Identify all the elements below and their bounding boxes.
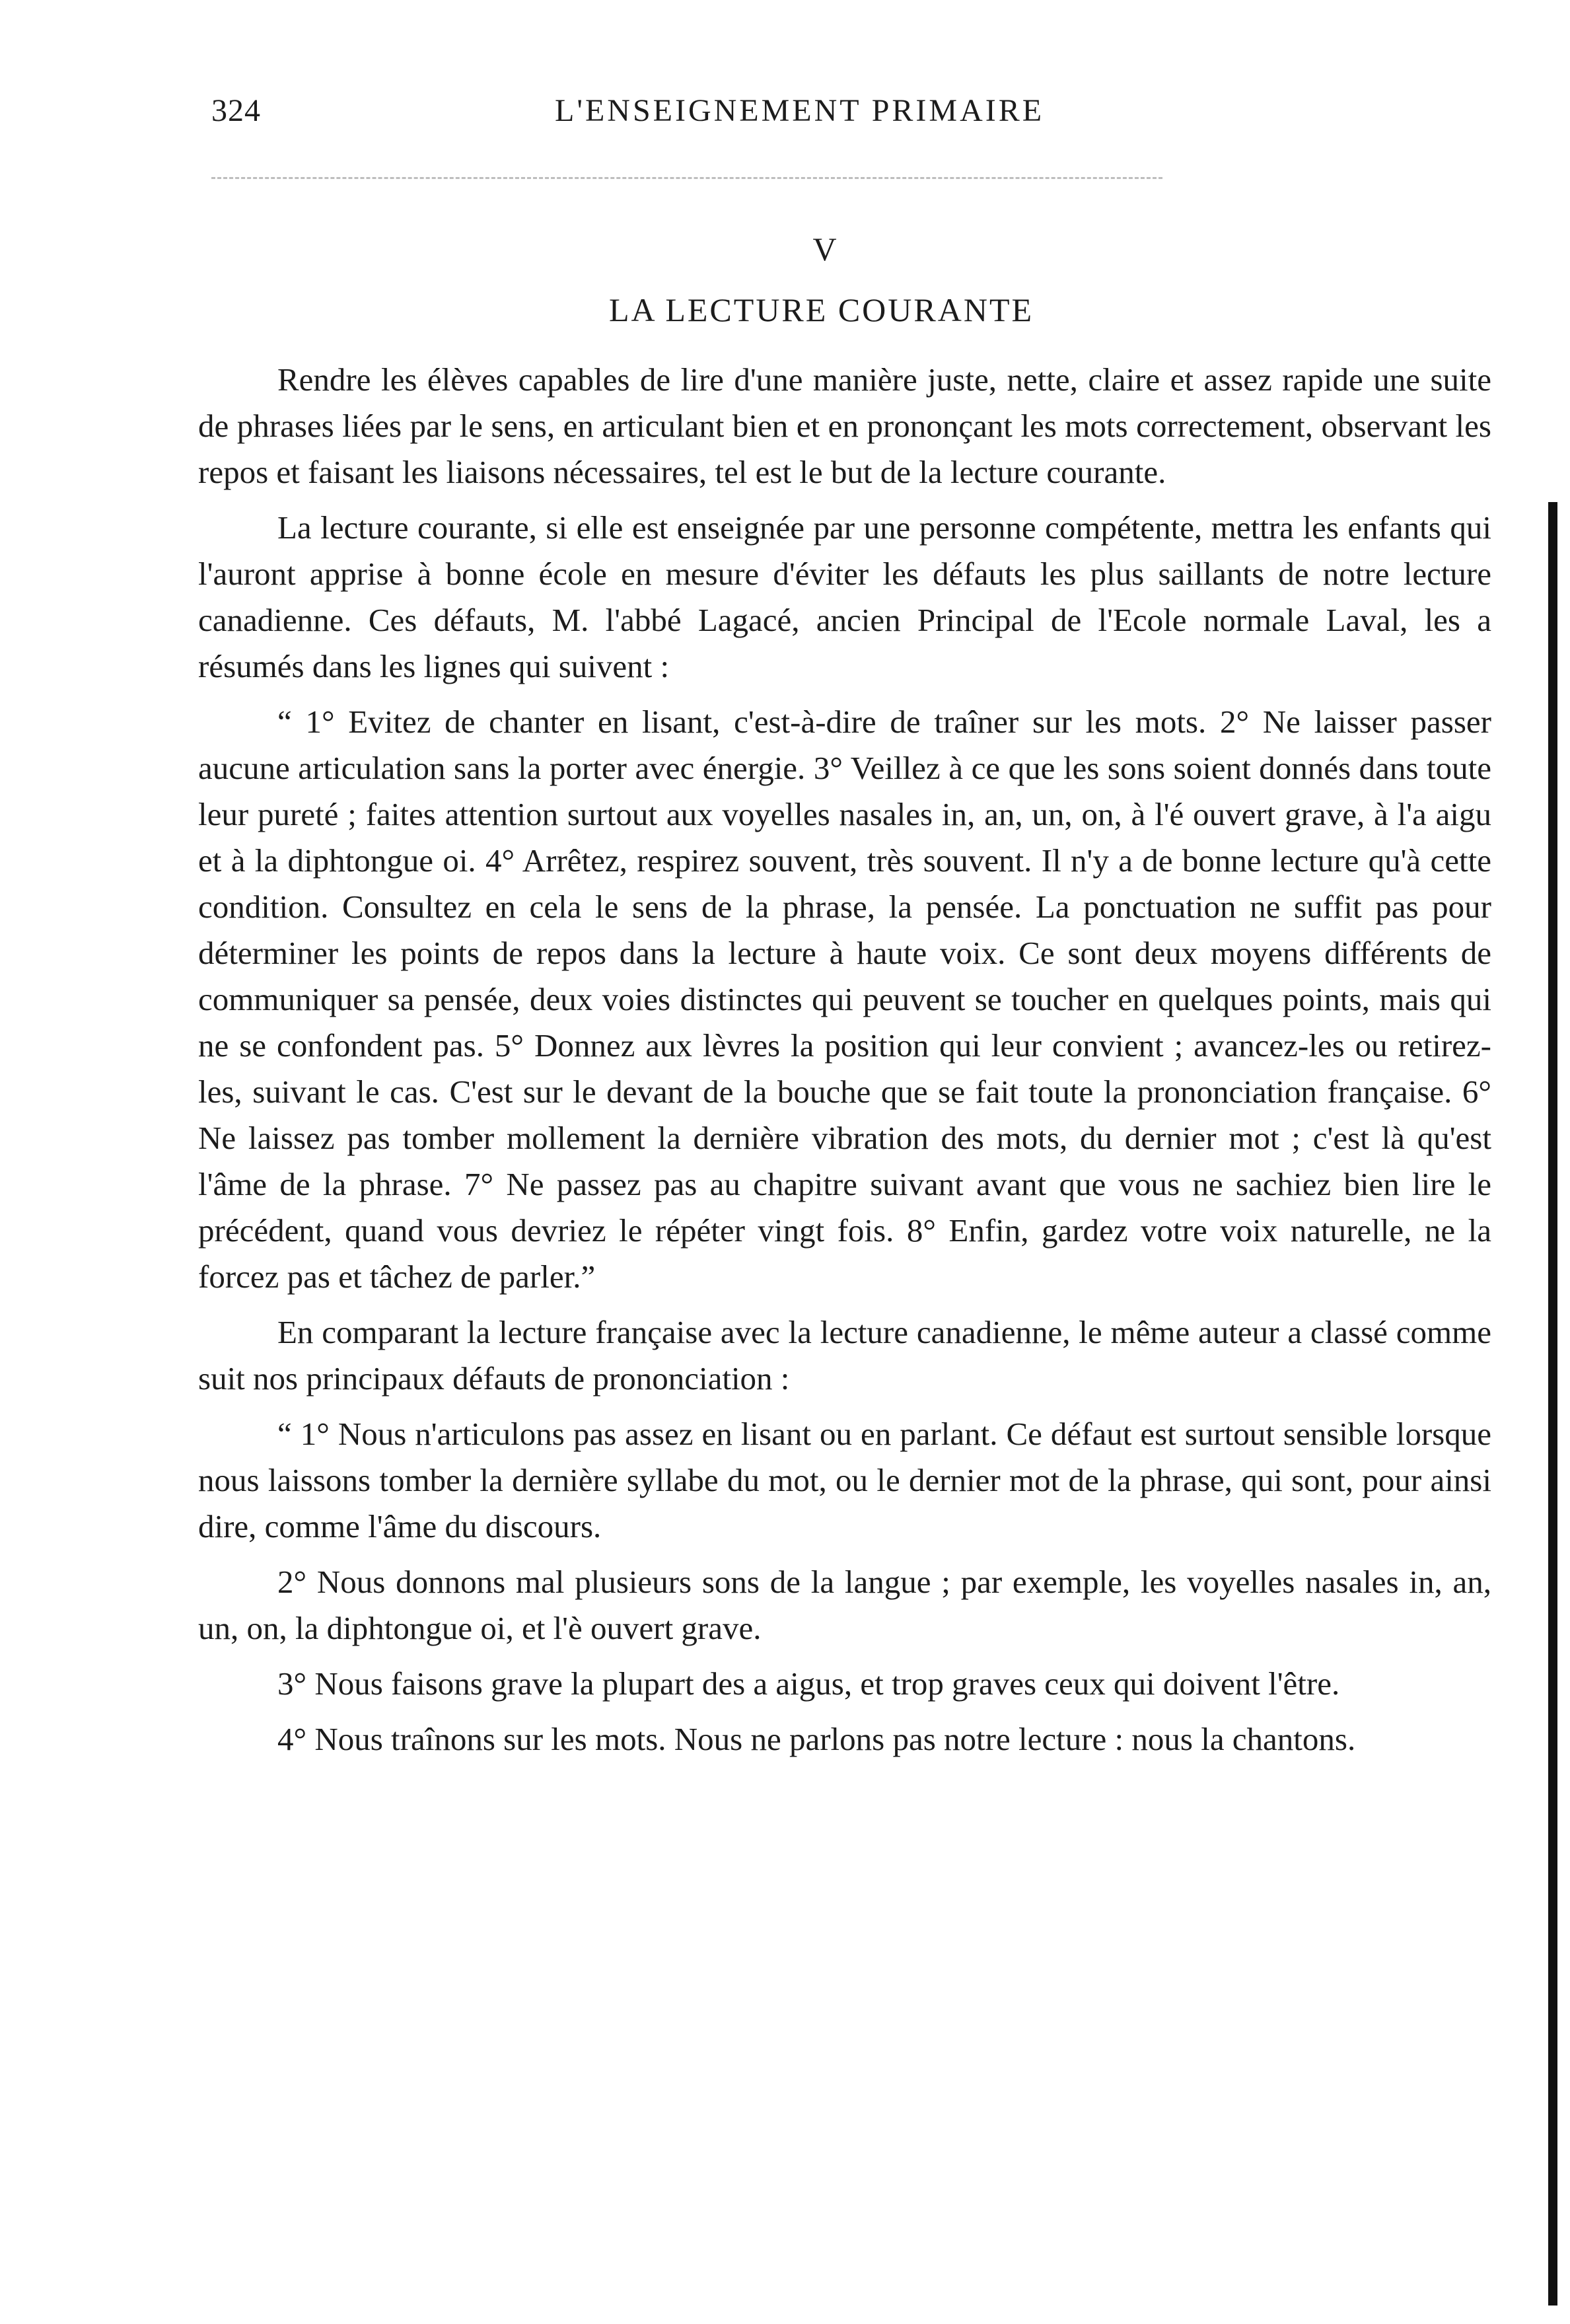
paragraph-defect-4: 4° Nous traînons sur les mots. Nous ne parlons pas notre lecture : nous la chantons. xyxy=(277,1721,1356,1757)
page-edge-shadow xyxy=(1548,502,1557,2306)
paragraph-defect-1: “ 1° Nous n'articulons pas assez en lisant ou en parlant. Ce défaut est surtout sensible lorsque nous laissons tomber la dernière syllabe du mot, ou le dernier mot de la phrase, qui sont, pour ainsi dire, comme l'âme du discours. xyxy=(198,1416,1491,1544)
paragraph-defect-2: 2° Nous donnons mal plusieurs sons de la langue ; par exemple, les voyelles nasales in, an, un, on, la diphtongue oi, et l'è ouvert grave. xyxy=(198,1564,1491,1646)
paragraph-defect-3: 3° Nous faisons grave la plupart des a aigus, et trop graves ceux qui doivent l'être. xyxy=(277,1665,1340,1702)
paragraph-context: La lecture courante, si elle est enseignée par une personne compétente, mettra les enfants qui l'auront apprise à bonne école en mesure d'éviter les défauts les plus saillants de notre lecture canadienne. Ces défauts, M. l'abbé Lagacé, ancien Principal de l'Ecole normale Laval, les a résumés dans les lignes qui suivent : xyxy=(198,509,1491,684)
paragraph-intro: Rendre les élèves capables de lire d'une manière juste, nette, claire et assez rapide une suite de phrases liées par le sens, en articulant bien et en prononçant les mots correctement, observant les repos et faisant les liaisons nécessaires, tel est le but de la lecture courante. xyxy=(198,361,1491,490)
section-title: LA LECTURE COURANTE xyxy=(608,291,1034,328)
body-text xyxy=(198,357,1491,1772)
page-header xyxy=(211,92,1162,145)
header-rule xyxy=(211,177,1162,179)
paragraph-comparison: En comparant la lecture française avec la lecture canadienne, le même auteur a classé comme suit nos principaux défauts de prononciation : xyxy=(198,1314,1491,1397)
page-number: 324 xyxy=(211,93,261,128)
section-number: V xyxy=(812,231,837,268)
running-title: L'ENSEIGNEMENT PRIMAIRE xyxy=(555,93,1045,128)
paragraph-quote-advice: “ 1° Evitez de chanter en lisant, c'est-à-dire de traîner sur les mots. 2° Ne laisser passer aucune articulation sans la porter avec énergie. 3° Veillez à ce que les sons soient donnés dans toute leur pureté ; faites attention surtout aux voyelles nasales in, an, un, on, à l'é ouvert grave, à l'a aigu et à la diphtongue oi. 4° Arrêtez, respirez souvent, très souvent. Il n'y a de bonne lecture qu'à cette condition. Consultez en cela le sens de la phrase, la pensée. La ponctuation ne suffit pas pour déterminer les points de repos dans la lecture à haute voix. Ce sont deux moyens différents de communiquer sa pensée, deux voies distinctes qui peuvent se toucher en quelques points, mais qui ne se confondent pas. 5° Donnez aux lèvres la position qui leur convient ; avancez-les ou retirez-les, suivant le cas. C'est sur le devant de la bouche que se fait toute la prononciation française. 6° Ne laissez pas tomber mollement la dernière vibration des mots, du dernier mot ; c'est là qu'est l'âme de la phrase. 7° Ne passez pas au chapitre suivant avant que vous ne sachiez bien lire le précédent, quand vous devriez le répéter vingt fois. 8° Enfin, gardez votre voix naturelle, ne la forcez pas et tâchez de parler.” xyxy=(198,704,1491,1295)
